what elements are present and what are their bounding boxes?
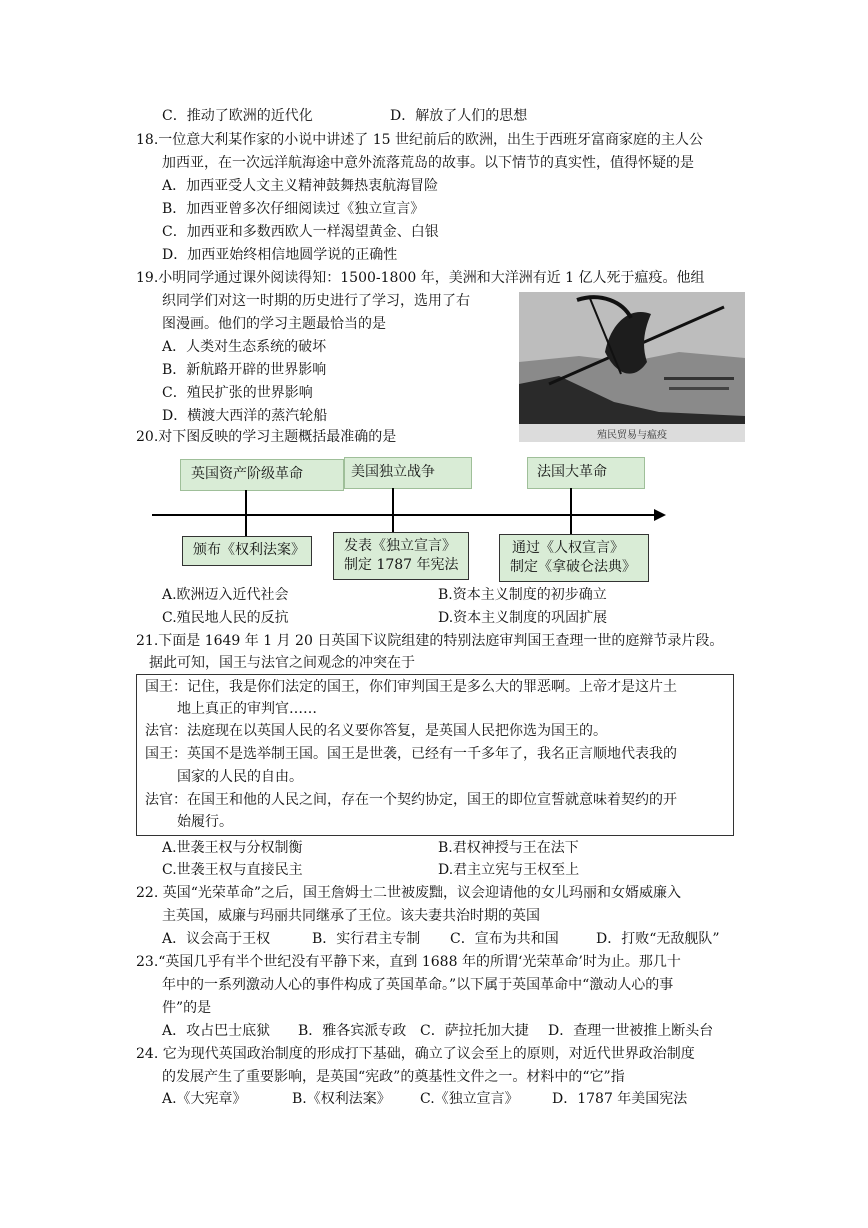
timeline-bottom-event-3 <box>499 534 649 582</box>
q21-stem-line2: 据此可知，国王与法官之间观念的冲突在于 <box>149 655 415 671</box>
q21-dialogue-5: 国家的人民的自由。 <box>177 769 303 785</box>
q23-stem-line1: 23.“英国几乎有半个世纪没有平静下来，直到 1688 年的所谓‘光荣革命’时为止。那几十 <box>136 954 681 970</box>
q21-option-a: A.世袭王权与分权制衡 <box>162 840 303 856</box>
q21-option-d: D.君主立宪与王权至上 <box>438 862 580 878</box>
q20-option-a: A.欧洲迈入近代社会 <box>162 587 289 603</box>
q17-option-c: C．推动了欧洲的近代化 <box>162 108 313 124</box>
q24-option-c: C.《独立宣言》 <box>420 1091 519 1107</box>
q19-stem-line1: 19.小明同学通过课外阅读得知：1500-1800 年，美洲和大洋洲有近 1 亿人死于瘟疫。他组 <box>136 270 705 286</box>
timeline-bottom-label-2b: 制定 1787 年宪法 <box>344 557 459 573</box>
q22-stem-line1: 22. 英国“光荣革命”之后，国王詹姆士二世被废黜，议会迎请他的女儿玛丽和女婿威廉入 <box>136 885 682 901</box>
q18-option-c: C．加西亚和多数西欧人一样渴望黄金、白银 <box>162 224 439 240</box>
q23-option-b: B．雅各宾派专政 <box>298 1023 407 1039</box>
q18-option-b: B．加西亚曾多次仔细阅读过《独立宣言》 <box>162 201 425 217</box>
q24-option-a: A.《大宪章》 <box>162 1091 247 1107</box>
q20-option-d: D.资本主义制度的巩固扩展 <box>438 610 608 626</box>
q23-option-d: D．查理一世被推上断头台 <box>548 1023 714 1039</box>
q23-stem-line2: 年中的一系列激动人心的事件构成了英国革命。”以下属于英国革命中“激动人心的事 <box>162 977 674 993</box>
q21-option-c: C.世袭王权与直接民主 <box>162 862 303 878</box>
q20-option-c: C.殖民地人民的反抗 <box>162 610 289 626</box>
q19-option-c: C．殖民扩张的世界影响 <box>162 385 313 401</box>
timeline-axis <box>0 0 868 600</box>
q21-dialogue-6: 法官：在国王和他的人民之间，存在一个契约协定，国王的即位宣誓就意味着契约的开 <box>145 792 677 808</box>
cartoon-caption: 殖民贸易与瘟疫 <box>597 430 667 441</box>
q22-option-a: A．议会高于王权 <box>162 931 271 947</box>
q22-stem-line2: 主英国，威廉与玛丽共同继承了王位。该夫妻共治时期的英国 <box>162 908 540 924</box>
timeline-bottom-label-3a: 通过《人权宣言》 <box>512 540 624 556</box>
q18-stem-line2: 加西亚，在一次远洋航海途中意外流落荒岛的故事。以下情节的真实性，值得怀疑的是 <box>162 155 694 171</box>
q18-option-d: D．加西亚始终相信地圆学说的正确性 <box>162 247 398 263</box>
timeline-top-label-2: 美国独立战争 <box>351 464 435 480</box>
q21-option-b: B.君权神授与王在法下 <box>438 840 579 856</box>
q19-stem-line2: 织同学们对这一时期的历史进行了学习，选用了右 <box>162 293 470 309</box>
q23-stem-line3: 件”的是 <box>162 1000 212 1016</box>
q19-option-d: D．横渡大西洋的蒸汽轮船 <box>162 408 328 424</box>
q19-option-b: B．新航路开辟的世界影响 <box>162 362 327 378</box>
q21-stem-line1: 21.下面是 1649 年 1 月 20 日英国下议院组建的特别法庭审判国王查理一世的庭辩节录片段。 <box>136 633 724 649</box>
timeline-bottom-event-1 <box>182 536 312 566</box>
q21-dialogue-2: 地上真正的审判官…… <box>177 701 317 717</box>
timeline-top-label-1: 英国资产阶级革命 <box>191 466 303 482</box>
q17-option-d: D．解放了人们的思想 <box>390 108 528 124</box>
q21-dialogue-1: 国王：记住，我是你们法定的国王，你们审判国王是多么大的罪恶啊。上帝才是这片土 <box>145 679 677 695</box>
q22-option-d: D．打败“无敌舰队” <box>596 931 720 947</box>
q20-stem: 20.对下图反映的学习主题概括最准确的是 <box>136 429 397 445</box>
timeline-bottom-label-3b: 制定《拿破仑法典》 <box>510 559 636 575</box>
q21-dialogue-3: 法官：法庭现在以英国人民的名义要你答复，是英国人民把你选为国王的。 <box>145 723 607 739</box>
q22-option-c: C．宣布为共和国 <box>450 931 559 947</box>
q19-option-a: A．人类对生态系统的破坏 <box>162 339 327 355</box>
timeline-bottom-label-2a: 发表《独立宣言》 <box>344 538 456 554</box>
q18-option-a: A．加西亚受人文主义精神鼓舞热衷航海冒险 <box>162 178 439 194</box>
q21-trial-transcript <box>136 674 734 836</box>
q24-stem-line2: 的发展产生了重要影响，是英国“宪政”的奠基性文件之一。材料中的“它”指 <box>162 1069 625 1085</box>
q18-stem-line1: 18.一位意大利某作家的小说中讲述了 15 世纪前后的欧洲，出生于西班牙富商家庭的主人公 <box>136 132 703 148</box>
q22-option-b: B．实行君主专制 <box>312 931 421 947</box>
timeline-top-label-3: 法国大革命 <box>537 464 607 480</box>
q21-dialogue-7: 始履行。 <box>177 814 233 830</box>
q24-option-d: D．1787 年美国宪法 <box>552 1091 688 1107</box>
q20-option-b: B.资本主义制度的初步确立 <box>438 587 607 603</box>
q21-dialogue-4: 国王：英国不是选举制王国。国王是世袭，已经有一千多年了，我名正言顺地代表我的 <box>145 746 677 762</box>
q24-option-b: B.《权利法案》 <box>292 1091 391 1107</box>
q24-stem-line1: 24. 它为现代英国政治制度的形成打下基础，确立了议会至上的原则，对近代世界政治制度 <box>136 1046 695 1062</box>
timeline-bottom-event-2 <box>333 532 469 580</box>
q23-option-c: C．萨拉托加大捷 <box>420 1023 529 1039</box>
q23-option-a: A．攻占巴士底狱 <box>162 1023 271 1039</box>
timeline-bottom-label-1: 颁布《权利法案》 <box>193 542 305 558</box>
q19-stem-line3: 图漫画。他们的学习主题最恰当的是 <box>162 316 386 332</box>
